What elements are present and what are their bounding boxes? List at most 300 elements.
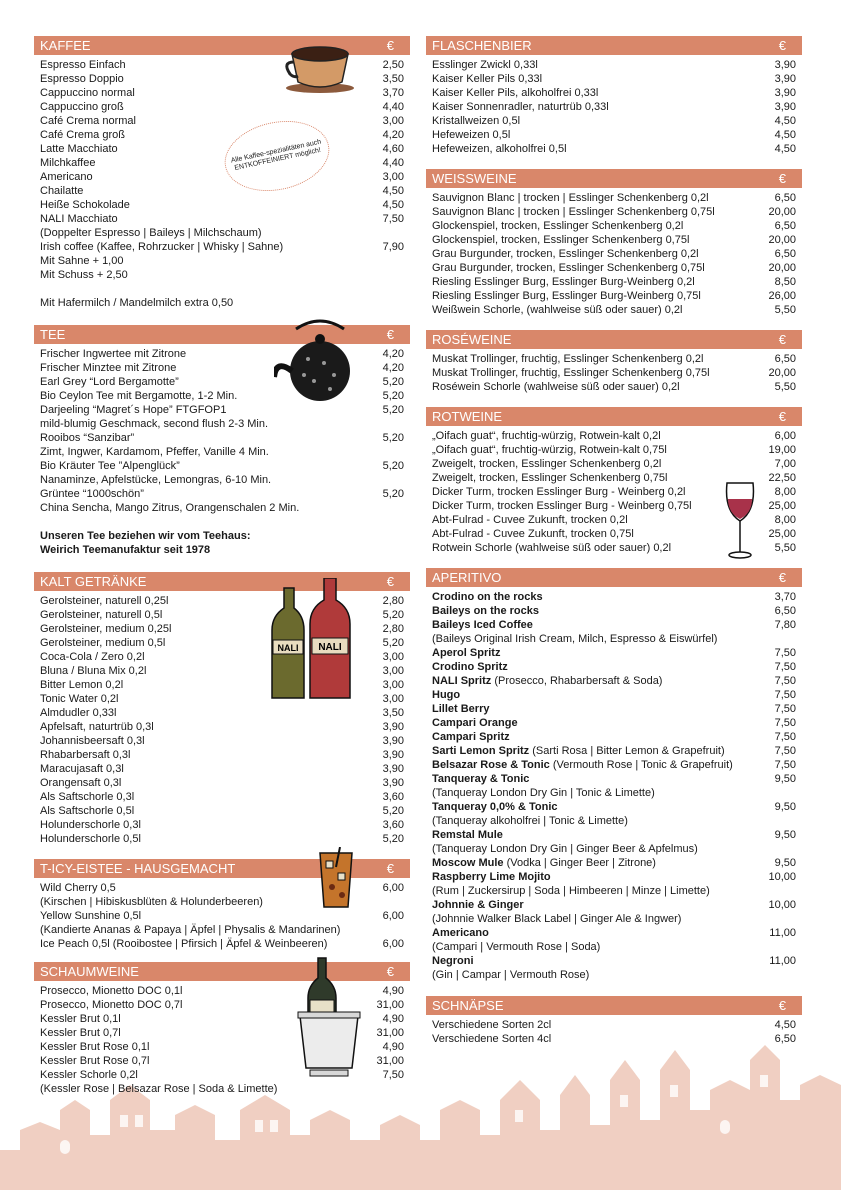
item-name: Riesling Esslinger Burg, Esslinger Burg-Weinberg 0,2l [432, 276, 695, 288]
item-name [432, 912, 681, 926]
item-price: 7,80 [774, 619, 796, 631]
item-price: 3,90 [774, 101, 796, 113]
item-price: 20,00 [768, 367, 796, 379]
item-price [746, 814, 796, 828]
item-name [432, 842, 698, 856]
iced-tea-glass-icon [316, 847, 356, 909]
item-price: 4,90 [382, 1013, 404, 1025]
item-name: Roséwein Schorle (wahlweise süß oder sauer) 0,2l [432, 381, 680, 393]
menu-item [40, 100, 404, 114]
menu-item [40, 937, 404, 951]
menu-item [432, 289, 796, 303]
item-name: Heiße Schokolade [40, 199, 130, 211]
item-price [746, 968, 796, 982]
item-price: 5,20 [382, 805, 404, 817]
item-price: 7,50 [382, 1069, 404, 1081]
item-price: 6,50 [774, 248, 796, 260]
item-price: 4,50 [774, 143, 796, 155]
item-price: 9,50 [774, 801, 796, 813]
item-name: Kaiser Keller Pils, alkoholfrei 0,33l [432, 87, 599, 99]
item-price: 3,00 [382, 679, 404, 691]
item-price: 3,90 [382, 721, 404, 733]
section-eistee [34, 859, 410, 951]
menu-item [432, 856, 796, 870]
item-name: Tonic Water 0,2l [40, 693, 119, 705]
bottle-label: NALI [277, 643, 299, 653]
item-price: 7,50 [382, 213, 404, 225]
item-name [432, 898, 524, 912]
item-price [354, 445, 404, 459]
item-name [432, 856, 656, 870]
item-name-bold: Crodino Spritz [432, 661, 508, 673]
menu-item [40, 184, 404, 198]
item-name: Abt-Fulrad - Cuvee Zukunft, trocken 0,75l [432, 528, 634, 540]
menu-item [40, 445, 404, 459]
item-name-bold: Sarti Lemon Spritz [432, 745, 530, 757]
item-name: NALI Macchiato [40, 213, 118, 225]
item-price: 5,50 [774, 542, 796, 554]
item-name: Earl Grey “Lord Bergamotte” [40, 376, 179, 388]
item-price: 20,00 [768, 206, 796, 218]
section-aperitivo [426, 568, 802, 982]
item-price: 11,00 [769, 955, 796, 967]
item-price: 8,00 [774, 486, 796, 498]
item-name: Yellow Sunshine 0,5l [40, 910, 142, 922]
item-name: Dicker Turm, trocken Esslinger Burg - Weinberg 0,2l [432, 486, 686, 498]
item-name-bold: NALI Spritz [432, 675, 492, 687]
item-name: Weißwein Schorle, (wahlweise süß oder sauer) 0,2l [432, 304, 683, 316]
item-name: Esslinger Zwickl 0,33l [432, 59, 538, 71]
menu-item [40, 720, 404, 734]
item-name: Espresso Doppio [40, 73, 124, 85]
menu-item [40, 762, 404, 776]
item-price: 3,90 [774, 73, 796, 85]
item-price: 3,60 [382, 819, 404, 831]
item-price: 22,50 [768, 472, 796, 484]
item-price [746, 786, 796, 800]
item-price: 5,20 [382, 609, 404, 621]
item-price: 6,50 [774, 605, 796, 617]
item-price: 7,90 [382, 241, 404, 253]
item-name-bold: Americano [432, 927, 489, 939]
menu-item [40, 832, 404, 846]
item-name: Zweigelt, trocken, Esslinger Schenkenberg 0,2l [432, 458, 662, 470]
item-name [432, 884, 710, 898]
item-name: Chailatte [40, 185, 84, 197]
right-column [426, 36, 802, 1046]
item-price: 10,00 [768, 871, 796, 883]
item-name-bold: Tanqueray & Tonic [432, 773, 530, 785]
item-price: 25,00 [768, 528, 796, 540]
item-name: Bluna / Bluna Mix 0,2l [40, 665, 147, 677]
item-price: 4,40 [382, 157, 404, 169]
menu-item [432, 898, 796, 912]
item-price [746, 632, 796, 646]
item-name: Holunderschorle 0,5l [40, 833, 141, 845]
item-name-bold: Hugo [432, 689, 461, 701]
item-name-bold: Raspberry Lime Mojito [432, 871, 551, 883]
menu-item [432, 632, 796, 646]
item-price: 9,50 [774, 773, 796, 785]
item-price [746, 842, 796, 856]
menu-item [432, 100, 796, 114]
menu-item [40, 114, 404, 128]
item-name: Riesling Esslinger Burg, Esslinger Burg-Weinberg 0,75l [432, 290, 701, 302]
menu-item [432, 142, 796, 156]
section-title: FLASCHENBIER [432, 38, 532, 53]
menu-item [432, 205, 796, 219]
item-list [426, 587, 802, 982]
menu-item [432, 758, 796, 772]
item-name [432, 744, 725, 758]
item-name: Prosecco, Mionetto DOC 0,7l [40, 999, 183, 1011]
item-price [354, 923, 404, 937]
item-name: Kessler Brut Rose 0,7l [40, 1055, 150, 1067]
item-description: (Rum | Zuckersirup | Soda | Himbeeren | Minze | Limette) [432, 885, 710, 897]
item-name: Espresso Einfach [40, 59, 126, 71]
item-name: Frischer Minztee mit Zitrone [40, 362, 177, 374]
item-price: 8,00 [774, 514, 796, 526]
item-name: Mit Sahne + 1,00 [40, 255, 124, 267]
item-name: Bio Ceylon Tee mit Bergamotte, 1-2 Min. [40, 390, 238, 402]
item-name [432, 940, 600, 954]
item-name-bold: Crodino on the rocks [432, 591, 543, 603]
item-price: 3,90 [382, 749, 404, 761]
item-name [432, 590, 543, 604]
item-list [426, 188, 802, 317]
item-name: Grüntee “1000schön” [40, 488, 144, 500]
item-name: Wild Cherry 0,5 [40, 882, 116, 894]
menu-item [432, 772, 796, 786]
item-price: 3,70 [774, 591, 796, 603]
item-name: Orangensaft 0,3l [40, 777, 122, 789]
decaf-stamp: Alle Kaffee-spezialitäten auch ENTKOFFEINIERT möglich! [218, 112, 336, 201]
menu-item [40, 417, 404, 431]
menu-item [432, 352, 796, 366]
item-price: 5,20 [382, 376, 404, 388]
item-name: China Sencha, Mango Zitrus, Orangenschalen 2 Min. [40, 502, 300, 514]
item-description: (Tanqueray London Dry Gin | Ginger Beer & Apfelmus) [432, 843, 698, 855]
item-price [354, 895, 404, 909]
item-name: Almdudler 0,33l [40, 707, 117, 719]
item-name [432, 618, 533, 632]
item-name: Gerolsteiner, naturell 0,5l [40, 609, 163, 621]
section-title: T-ICY-EISTEE - HAUSGEMACHT [40, 861, 236, 876]
item-price: 9,50 [774, 829, 796, 841]
item-name: mild-blumig Geschmack, second flush 2-3 Min. [40, 418, 269, 430]
item-description: (Campari | Vermouth Rose | Soda) [432, 941, 601, 953]
item-price: 7,50 [774, 703, 796, 715]
section-header [426, 330, 802, 349]
item-name-bold: Negroni [432, 955, 474, 967]
item-price: 5,20 [382, 432, 404, 444]
item-name: Kessler Schorle 0,2l [40, 1069, 138, 1081]
currency-symbol: € [778, 409, 786, 424]
item-description: (Prosecco, Rhabarbersaft & Soda) [491, 675, 663, 687]
menu-item [432, 72, 796, 86]
section-title: TEE [40, 327, 66, 342]
menu-item [432, 744, 796, 758]
menu-item [432, 730, 796, 744]
section-title: ROSÉWEINE [432, 332, 512, 347]
menu-item [40, 212, 404, 226]
item-name: Muskat Trollinger, fruchtig, Esslinger Schenkenberg 0,75l [432, 367, 710, 379]
left-column [34, 36, 410, 1096]
item-name: Coca-Cola / Zero 0,2l [40, 651, 145, 663]
menu-item [432, 660, 796, 674]
item-name: Hefeweizen 0,5l [432, 129, 511, 141]
menu-item [40, 473, 404, 487]
menu-item [432, 786, 796, 800]
menu-item [40, 501, 404, 515]
menu-item [40, 254, 404, 268]
item-price: 3,50 [382, 73, 404, 85]
section-header [426, 169, 802, 188]
item-name: (Kessler Rose | Belsazar Rose | Soda & Limette) [40, 1083, 278, 1095]
item-name-bold: Belsazar Rose & Tonic [432, 759, 550, 771]
currency-symbol: € [778, 332, 786, 347]
item-price: 7,00 [774, 458, 796, 470]
bottles-icon [266, 578, 358, 704]
item-price: 2,80 [382, 595, 404, 607]
menu-item [432, 429, 796, 443]
item-name: Zimt, Ingwer, Kardamom, Pfeffer, Vanille 4 Min. [40, 446, 269, 458]
item-name [432, 646, 500, 660]
currency-symbol: € [778, 570, 786, 585]
item-name [432, 828, 503, 842]
menu-item [40, 1082, 404, 1096]
item-name: Nanaminze, Apfelstücke, Lemongras, 6-10 Min. [40, 474, 272, 486]
item-price: 26,00 [768, 290, 796, 302]
menu-item [432, 1018, 796, 1032]
item-name: Verschiedene Sorten 4cl [432, 1033, 552, 1045]
currency-symbol: € [386, 861, 394, 876]
item-price: 4,50 [774, 1019, 796, 1031]
item-price: 3,50 [382, 707, 404, 719]
menu-item [432, 590, 796, 604]
section-roseweine [426, 330, 802, 394]
item-price: 20,00 [768, 234, 796, 246]
item-name: „Oifach guat“, fruchtig-würzig, Rotwein-kalt 0,75l [432, 444, 667, 456]
item-price [354, 268, 404, 282]
menu-item [40, 790, 404, 804]
menu-item [432, 926, 796, 940]
item-name: Dicker Turm, trocken Esslinger Burg - Weinberg 0,75l [432, 500, 692, 512]
section-rotweine [426, 407, 802, 555]
menu-item [432, 716, 796, 730]
item-name: Gerolsteiner, naturell 0,25l [40, 595, 169, 607]
menu-item [432, 800, 796, 814]
menu-item [432, 58, 796, 72]
tea-source-note: Weirich Teemanufaktur seit 1978 [40, 544, 211, 556]
section-title: KAFFEE [40, 38, 91, 53]
item-price [354, 501, 404, 515]
menu-item [432, 191, 796, 205]
item-price: 6,50 [774, 220, 796, 232]
item-price: 5,20 [382, 390, 404, 402]
item-name: Kristallweizen 0,5l [432, 115, 521, 127]
menu-item [432, 814, 796, 828]
item-name: „Oifach guat“, fruchtig-würzig, Rotwein-kalt 0,2l [432, 430, 661, 442]
item-name [432, 674, 662, 688]
menu-item [432, 604, 796, 618]
menu-item [432, 219, 796, 233]
menu-item [432, 261, 796, 275]
item-name: Prosecco, Mionetto DOC 0,1l [40, 985, 183, 997]
item-price: 5,50 [774, 381, 796, 393]
item-price [354, 473, 404, 487]
item-name [432, 632, 717, 646]
item-price: 7,50 [774, 675, 796, 687]
menu-item [40, 776, 404, 790]
champagne-bucket-icon [296, 954, 362, 1080]
item-name-bold: Aperol Spritz [432, 647, 501, 659]
item-price: 5,20 [382, 637, 404, 649]
section-title: ROTWEINE [432, 409, 503, 424]
currency-symbol: € [778, 171, 786, 186]
item-price: 4,90 [382, 985, 404, 997]
item-name: Als Saftschorle 0,5l [40, 805, 135, 817]
item-price: 7,50 [774, 689, 796, 701]
menu-item [432, 702, 796, 716]
item-name: Grau Burgunder, trocken, Esslinger Schenkenberg 0,2l [432, 248, 699, 260]
item-name [432, 772, 529, 786]
menu-item [432, 912, 796, 926]
item-name [432, 870, 551, 884]
menu-item [432, 366, 796, 380]
menu-item [432, 828, 796, 842]
item-name [432, 702, 489, 716]
item-price: 3,00 [382, 693, 404, 705]
item-name: Sauvignon Blanc | trocken | Esslinger Schenkenberg 0,2l [432, 192, 709, 204]
item-price: 7,50 [774, 745, 796, 757]
menu-item [432, 884, 796, 898]
item-name [432, 716, 518, 730]
item-name: Holunderschorle 0,3l [40, 819, 141, 831]
menu-item [432, 86, 796, 100]
item-price: 4,50 [774, 115, 796, 127]
currency-symbol: € [386, 574, 394, 589]
item-price: 7,50 [774, 647, 796, 659]
menu-item [40, 240, 404, 254]
section-weissweine [426, 169, 802, 317]
menu-item [432, 303, 796, 317]
item-price: 2,80 [382, 623, 404, 635]
menu-item [40, 268, 404, 282]
menu-item [40, 487, 404, 501]
item-name: Bio Kräuter Tee ”Alpenglück” [40, 460, 180, 472]
item-name [432, 786, 655, 800]
item-price: 6,00 [774, 430, 796, 442]
section-title: APERITIVO [432, 570, 502, 585]
item-name: Muskat Trollinger, fruchtig, Esslinger Schenkenberg 0,2l [432, 353, 704, 365]
item-price: 3,90 [774, 87, 796, 99]
bottle-label: NALI [318, 642, 342, 653]
item-name: Hefeweizen, alkoholfrei 0,5l [432, 143, 567, 155]
item-price: 9,50 [774, 857, 796, 869]
item-name: Zweigelt, trocken, Esslinger Schenkenberg 0,75l [432, 472, 668, 484]
menu-item [432, 674, 796, 688]
menu-item [432, 128, 796, 142]
item-price: 6,50 [774, 353, 796, 365]
teapot-icon [274, 319, 366, 407]
menu-item [40, 459, 404, 473]
currency-symbol: € [778, 38, 786, 53]
item-name: Kessler Brut 0,7l [40, 1027, 121, 1039]
menu-item [40, 734, 404, 748]
item-name [432, 814, 628, 828]
section-kaffee [34, 36, 410, 310]
item-list [426, 349, 802, 394]
item-name [432, 800, 558, 814]
item-price: 6,50 [774, 192, 796, 204]
menu-item [40, 804, 404, 818]
item-price: 5,20 [382, 460, 404, 472]
item-description: (Tanqueray alkoholfrei | Tonic & Limette) [432, 815, 628, 827]
item-name: Verschiedene Sorten 2cl [432, 1019, 552, 1031]
item-price: 19,00 [768, 444, 796, 456]
menu-item [432, 646, 796, 660]
item-name-bold: Campari Spritz [432, 731, 510, 743]
item-price: 7,50 [774, 759, 796, 771]
item-name: Latte Macchiato [40, 143, 118, 155]
menu-item [432, 380, 796, 394]
item-price: 3,60 [382, 791, 404, 803]
item-price: 3,90 [382, 763, 404, 775]
item-name: Ice Peach 0,5l (Rooibostee | Pfirsich | Äpfel & Weinbeeren) [40, 938, 328, 950]
item-description: (Tanqueray London Dry Gin | Tonic & Limette) [432, 787, 655, 799]
item-name: Americano [40, 171, 93, 183]
item-price: 2,50 [382, 59, 404, 71]
item-price [746, 884, 796, 898]
menu-item [40, 923, 404, 937]
item-price: 6,50 [774, 1033, 796, 1045]
item-price: 20,00 [768, 262, 796, 274]
item-name: Apfelsaft, naturtrüb 0,3l [40, 721, 154, 733]
item-price: 5,50 [774, 304, 796, 316]
item-price: 3,90 [382, 777, 404, 789]
item-price: 4,50 [774, 129, 796, 141]
menu-item [432, 457, 796, 471]
item-price: 4,90 [382, 1041, 404, 1053]
item-name [432, 758, 733, 772]
item-price: 3,00 [382, 115, 404, 127]
item-price: 4,50 [382, 199, 404, 211]
menu-item [40, 170, 404, 184]
item-name: Rooibos “Sanzibar” [40, 432, 135, 444]
item-price: 7,50 [774, 661, 796, 673]
item-name: Mit Schuss + 2,50 [40, 269, 128, 281]
item-name: (Kirschen | Hibiskusblüten & Holunderbeeren) [40, 896, 263, 908]
item-price: 6,00 [382, 938, 404, 950]
item-name: Abt-Fulrad - Cuvee Zukunft, trocken 0,2l [432, 514, 628, 526]
item-price: 5,20 [382, 488, 404, 500]
item-price [354, 417, 404, 431]
item-name: Cappuccino groß [40, 101, 124, 113]
item-name [432, 954, 474, 968]
section-title: WEISSWEINE [432, 171, 517, 186]
item-name: Maracujasaft 0,3l [40, 763, 124, 775]
section-flaschenbier [426, 36, 802, 156]
item-name: Kessler Brut 0,1l [40, 1013, 121, 1025]
section-schaumweine [34, 962, 410, 1096]
menu-item [432, 1032, 796, 1046]
item-name: Rhabarbersaft 0,3l [40, 749, 131, 761]
menu-item [40, 706, 404, 720]
item-price: 31,00 [376, 999, 404, 1011]
menu-item [40, 818, 404, 832]
item-price: 4,60 [382, 143, 404, 155]
